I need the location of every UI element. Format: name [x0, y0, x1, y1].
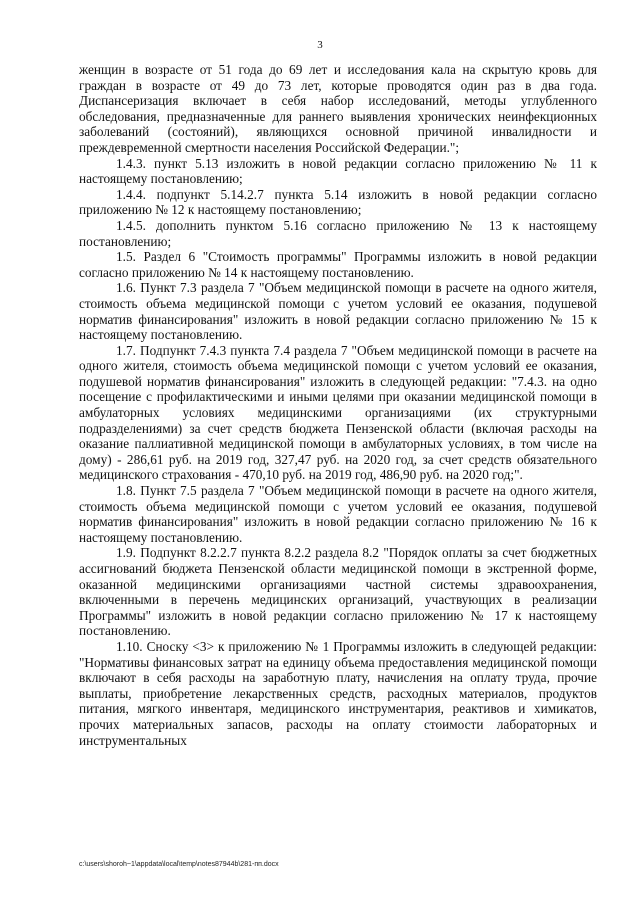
- paragraph: 1.4.4. подпункт 5.14.2.7 пункта 5.14 изложить в новой редакции согласно приложению № 12 к настоящему постановлению;: [79, 186, 597, 218]
- paragraph: 1.10. Сноску <3> к приложению № 1 Программы изложить в следующей редакции: "Нормативы финансовых затрат на единицу объема предоставления медицинской помощи включают в себя расходы на заработную плату, начисления на оплату труда, прочие выплаты, приобретение лекарственных средств, расходных материалов, продуктов питания, мягкого инвентаря, медицинского инструментария, реактивов и химикатов, прочих материальных запасов, расходы на оплату стоимости лабораторных и инструментальных: [79, 638, 597, 748]
- paragraph: 1.9. Подпункт 8.2.2.7 пункта 8.2.2 раздела 8.2 "Порядок оплаты за счет бюджетных ассигнований бюджета Пензенской области медицинской помощи в экстренной форме, оказанной медицинскими организациями частной системы здравоохранения, включенными в перечень медицинских организаций, участвующих в реализации Программы" изложить в новой редакции согласно приложению № 17 к настоящему постановлению.: [79, 545, 597, 639]
- paragraph: женщин в возрасте от 51 года до 69 лет и исследования кала на скрытую кровь для граждан в возрасте от 49 до 73 лет, которые проводятся один раз в два года. Диспансеризация включает в себя набор исследований, методы углубленного обследования, предназначенные для раннего выявления хронических неинфекционных заболеваний (состояний), являющихся основной причиной инвалидности и преждевременной смертности населения Российской Федерации.";: [79, 62, 597, 155]
- document-body: [79, 62, 597, 748]
- paragraph: 1.7. Подпункт 7.4.3 пункта 7.4 раздела 7 "Объем медицинской помощи в расчете на одного жителя, стоимость объема медицинской помощи с учетом условий ее оказания, подушевой норматив финансирования" изложить в следующей редакции: "7.4.3. на одно посещение с профилактическими и иными целями при оказании медицинской помощи в амбулаторных условиях медицинскими организациями (их структурными подразделениями) за счет средств бюджета Пензенской области (включая расходы на оказание паллиативной медицинской помощи в амбулаторных условиях, в том числе на дому) - 286,61 руб. на 2019 год, 327,47 руб. на 2020 год, за счет средств обязательного медицинского страхования - 470,10 руб. на 2019 год, 486,90 руб. на 2020 год;".: [79, 342, 597, 483]
- paragraph: 1.5. Раздел 6 "Стоимость программы" Программы изложить в новой редакции согласно приложению № 14 к настоящему постановлению.: [79, 249, 597, 280]
- paragraph: 1.6. Пункт 7.3 раздела 7 "Объем медицинской помощи в расчете на одного жителя, стоимость объема медицинской помощи с учетом условий ее оказания, подушевой норматив финансирования" изложить в новой редакции согласно приложению № 15 к настоящему постановлению.: [79, 280, 597, 343]
- page-number: 3: [317, 39, 323, 51]
- paragraph: 1.4.5. дополнить пунктом 5.16 согласно приложению № 13 к настоящему постановлению;: [79, 217, 597, 249]
- paragraph: 1.4.3. пункт 5.13 изложить в новой редакции согласно приложению № 11 к настоящему постановлению;: [79, 155, 597, 187]
- file-path-footer: c:\users\shoroh~1\appdata\local\temp\notes87944b\281-пп.docx: [79, 861, 279, 868]
- paragraph: 1.8. Пункт 7.5 раздела 7 "Объем медицинской помощи в расчете на одного жителя, стоимость объема медицинской помощи с учетом условий ее оказания, подушевой норматив финансирования" изложить в новой редакции согласно приложению № 16 к настоящему постановлению.: [79, 483, 597, 545]
